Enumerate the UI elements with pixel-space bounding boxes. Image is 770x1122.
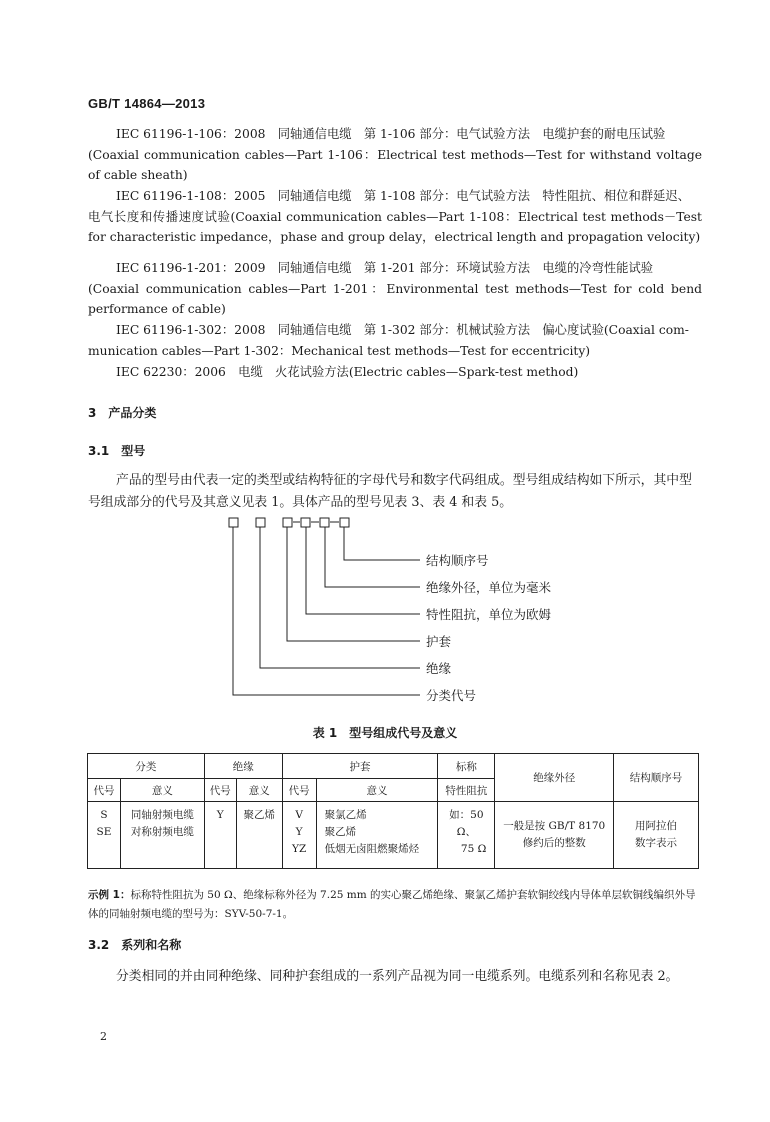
section-3-heading: 3 产品分类 bbox=[88, 406, 157, 420]
cell-sheath-meaning bbox=[316, 802, 438, 869]
header-nominal: 标称 bbox=[438, 754, 495, 779]
cell-sequence-number bbox=[614, 802, 699, 869]
label-classification-code: 分类代号 bbox=[426, 688, 477, 703]
cell-line: 用阿拉伯 bbox=[635, 820, 678, 832]
header-sequence-number: 结构顺序号 bbox=[614, 754, 699, 802]
leader-insulation bbox=[260, 527, 420, 668]
cell-line: 一般是按 GB/T 8170 bbox=[503, 820, 606, 832]
code-box-insulation bbox=[256, 518, 265, 527]
leader-diameter bbox=[325, 527, 420, 587]
leader-impedance bbox=[306, 527, 420, 614]
cell-line: S bbox=[100, 809, 108, 821]
code-box-impedance bbox=[301, 518, 310, 527]
subheader-code: 代号 bbox=[204, 779, 236, 802]
reference-continuation: 电气长度和传播速度试验(Coaxial communication cables—Part 1-108：Electrical test methods－Test for characteristic impedance，phase and group delay，electrical length and propagation velocity) bbox=[88, 209, 702, 244]
cell-insulation-diameter bbox=[495, 802, 614, 869]
header-sheath: 护套 bbox=[282, 754, 438, 779]
section-3-2-heading: 3.2 系列和名称 bbox=[88, 938, 182, 952]
label-insulation-diameter: 绝缘外径，单位为毫米 bbox=[426, 580, 552, 595]
label-sequence-number: 结构顺序号 bbox=[426, 553, 489, 568]
model-code-table bbox=[87, 753, 699, 869]
header-insulation: 绝缘 bbox=[204, 754, 282, 779]
leader-classification bbox=[233, 527, 420, 695]
code-box-classification bbox=[229, 518, 238, 527]
code-box-diameter bbox=[320, 518, 329, 527]
table-header-row bbox=[88, 754, 699, 779]
cell-line: 75 Ω bbox=[460, 843, 487, 855]
example-1-note bbox=[88, 886, 702, 924]
subheader-meaning: 意义 bbox=[236, 779, 282, 802]
cell-line: 对称射频电缆 bbox=[130, 826, 194, 838]
cell-line: V bbox=[295, 809, 303, 821]
cell-line: Y bbox=[295, 826, 303, 838]
reference-line: IEC 61196-1-108：2005 同轴通信电缆 第 1-108 部分：电气试验方法 特性阻抗、相位和群延迟、 bbox=[116, 189, 690, 203]
cell-insulation-code: Y bbox=[204, 802, 236, 869]
code-box-sequence bbox=[340, 518, 349, 527]
cell-line: 聚乙烯 bbox=[324, 826, 357, 838]
cell-line: 修约后的整数 bbox=[522, 837, 586, 849]
leader-sheath bbox=[287, 527, 420, 641]
reference-continuation: munication cables—Part 1-302：Mechanical test methods—Test for eccentricity) bbox=[88, 343, 591, 358]
example-label: 示例 1： bbox=[88, 889, 131, 901]
label-sheath: 护套 bbox=[426, 634, 452, 649]
cell-sheath-code bbox=[282, 802, 316, 869]
reference-line: IEC 62230：2006 电缆 火花试验方法(Electric cables—Spark-test method) bbox=[116, 365, 579, 379]
page-number: 2 bbox=[100, 1030, 107, 1043]
cell-classification-code bbox=[88, 802, 121, 869]
cell-insulation-meaning: 聚乙烯 bbox=[236, 802, 282, 869]
subheader-meaning: 意义 bbox=[120, 779, 204, 802]
section-3-1-body: 产品的型号由代表一定的类型或结构特征的字母代号和数字代码组成。型号组成结构如下所示，其中型号组成部分的代号及其意义见表 1。具体产品的型号见表 3、表 4 和表 5。 bbox=[88, 473, 692, 510]
table-row bbox=[88, 802, 699, 869]
subheader-meaning: 意义 bbox=[316, 779, 438, 802]
cell-line: 数字表示 bbox=[635, 837, 678, 849]
leader-sequence bbox=[344, 527, 420, 560]
header-classification: 分类 bbox=[88, 754, 205, 779]
example-text: 标称特性阻抗为 50 Ω、绝缘标称外径为 7.25 mm 的实心聚乙烯绝缘、聚氯乙烯护套软铜绞线内导体单层软铜线编织外导体的同轴射频电缆的型号为：SYV-50-7-1。 bbox=[88, 889, 696, 920]
subheader-code: 代号 bbox=[88, 779, 121, 802]
table-1-caption: 表 1 型号组成代号及意义 bbox=[312, 726, 458, 740]
cell-line: 同轴射频电缆 bbox=[130, 809, 194, 821]
cell-classification-meaning bbox=[120, 802, 204, 869]
label-characteristic-impedance: 特性阻抗，单位为欧姆 bbox=[426, 607, 552, 622]
subheader-code: 代号 bbox=[282, 779, 316, 802]
reference-line: IEC 61196-1-106：2008 同轴通信电缆 第 1-106 部分：电气试验方法 电缆护套的耐电压试验 bbox=[116, 127, 666, 141]
cell-line: 低烟无卤阻燃聚烯烃 bbox=[324, 843, 420, 855]
label-insulation: 绝缘 bbox=[426, 661, 452, 676]
reference-continuation: (Coaxial communication cables—Part 1-106：Electrical test methods—Test for withstand voltage of cable sheath) bbox=[88, 147, 702, 182]
code-box-sheath bbox=[283, 518, 292, 527]
cell-impedance bbox=[438, 802, 495, 869]
section-3-2-body: 分类相同的并由同种绝缘、同种护套组成的一系列产品视为同一电缆系列。电缆系列和名称见表 2。 bbox=[116, 969, 679, 984]
cell-line: 如：50 Ω、 bbox=[449, 809, 484, 838]
section-3-1-heading: 3.1 型号 bbox=[88, 444, 146, 458]
reference-continuation: (Coaxial communication cables—Part 1-201：Environmental test methods—Test for cold bend performance of cable) bbox=[88, 281, 702, 316]
cell-line: YZ bbox=[292, 843, 307, 855]
cell-line: SE bbox=[96, 826, 112, 838]
reference-line: IEC 61196-1-302：2008 同轴通信电缆 第 1-302 部分：机械试验方法 偏心度试验(Coaxial com- bbox=[116, 323, 689, 337]
header-insulation-diameter: 绝缘外径 bbox=[495, 754, 614, 802]
subheader-impedance: 特性阻抗 bbox=[438, 779, 495, 802]
document-header: GB/T 14864—2013 bbox=[88, 96, 206, 111]
reference-line: IEC 61196-1-201：2009 同轴通信电缆 第 1-201 部分：环境试验方法 电缆的冷弯性能试验 bbox=[116, 261, 654, 275]
cell-line: 聚氯乙烯 bbox=[324, 809, 367, 821]
